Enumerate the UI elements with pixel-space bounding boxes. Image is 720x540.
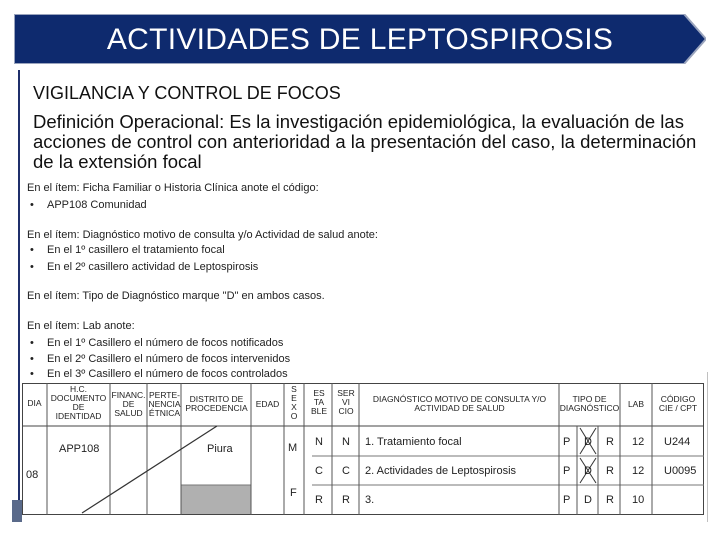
row3-lab: 10 [632,494,645,506]
definition-paragraph: Definición Operacional: Es la investigación epidemiológica, la evaluación de las acciones de control con anterioridad a la presentación del caso, la determinación de la extensión focal [33,111,697,172]
header-dia: DIA [27,398,42,408]
header-tipo-diagnostico: TIPO DE DIAGNÓSTICO [559,394,620,413]
row1-d: D [584,436,592,448]
row2-p: P [563,465,571,477]
header-pertenencia: PERTE- NENCIA ÉTNICA [148,390,181,418]
header-diagnostico: DIAGNÓSTICO MOTIVO DE CONSULTA Y/O ACTIVIDAD DE SALUD [372,394,547,413]
distrito-value: Piura [207,443,233,455]
instruction-line: En el ítem: Lab anote: [27,320,135,332]
row3-diagnostico: 3. [365,494,375,506]
instruction-bullet: En el 3º Casillero el número de focos controlados [47,368,288,380]
row2-estab: C [315,465,323,477]
row1-r: R [606,436,614,448]
instruction-line: En el ítem: Diagnóstico motivo de consulta y/o Actividad de salud anote: [27,229,378,241]
section-heading: VIGILANCIA Y CONTROL DE FOCOS [33,83,341,103]
footer-accent-bar [12,500,22,522]
header-edad: EDAD [255,399,280,409]
header-lab: LAB [627,399,645,409]
row2-r: R [606,465,614,477]
instruction-line: En el ítem: Ficha Familiar o Historia Clínica anote el código: [27,182,319,194]
row2-diagnostico: 2. Actividades de Leptospirosis [365,465,517,477]
row3-d: D [584,494,592,506]
bullet-icon: • [30,199,34,211]
row2-d: D [584,465,592,477]
header-codigo: CÓDIGO CIE / CPT [658,394,698,413]
instruction-bullet: En el 1º casillero el tratamiento focal [47,244,225,256]
slide-title: ACTIVIDADES DE LEPTOSPIROSIS [106,23,614,56]
row2-code: U0095 [664,465,697,477]
bullet-icon: • [30,261,34,273]
sexo-f: F [290,487,297,499]
header-financ: FINANC. DE SALUD [111,390,146,418]
instruction-bullet: En el 2º casillero actividad de Leptospirosis [47,261,259,273]
bullet-icon: • [30,244,34,256]
row1-lab: 12 [632,436,645,448]
row3-estab: R [315,494,323,506]
bullet-icon: • [30,337,34,349]
title-banner [14,14,706,64]
header-servicio: SER VI CIO [337,388,355,416]
row1-serv: N [342,436,350,448]
row1-code: U244 [664,436,691,448]
row1-diagnostico: 1. Tratamiento focal [365,436,462,448]
header-distrito: DISTRITO DE PROCEDENCIA [185,394,248,413]
row2-serv: C [342,465,350,477]
frame-right-border [707,372,708,522]
row2-lab: 12 [632,465,645,477]
header-sexo: S E X O [290,384,298,421]
instruction-bullet: En el 1º Casillero el número de focos notificados [47,337,284,349]
header-estable: ES TA BLE [310,388,328,416]
instruction-line: En el ítem: Tipo de Diagnóstico marque "D" en ambos casos. [27,290,325,302]
header-hc: H.C. DOCUMENTO DE IDENTIDAD [50,384,107,421]
instruction-bullet: En el 2º Casillero el número de focos intervenidos [47,353,291,365]
row3-r: R [606,494,614,506]
row1-estab: N [315,436,323,448]
sexo-m: M [288,442,298,454]
row1-p: P [563,436,571,448]
row3-p: P [563,494,571,506]
left-accent-rule [18,70,20,520]
instruction-bullet: APP108 Comunidad [47,199,147,211]
row3-serv: R [342,494,350,506]
registro-form-table [22,383,704,515]
dia-value: 08 [26,469,39,481]
bullet-icon: • [30,368,34,380]
bullet-icon: • [30,353,34,365]
hc-value: APP108 [59,443,100,455]
